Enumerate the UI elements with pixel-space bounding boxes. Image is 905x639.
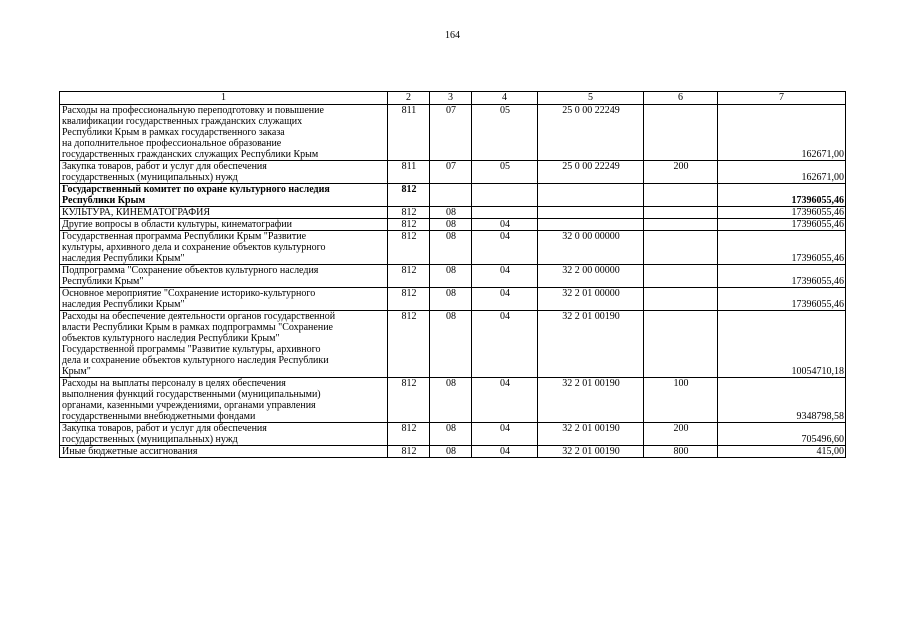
table-row <box>60 184 846 207</box>
cell-c7: 17396055,46 <box>718 184 846 207</box>
cell-c2: 812 <box>388 378 430 423</box>
page-number: 164 <box>445 30 460 41</box>
row-name <box>60 161 388 184</box>
cell-c5: 25 0 00 22249 <box>538 161 644 184</box>
cell-c2: 812 <box>388 184 430 207</box>
row-name-line: объектов культурного наследия Республики Крым" <box>62 333 280 344</box>
cell-c7: 162671,00 <box>718 161 846 184</box>
cell-c2: 812 <box>388 219 430 231</box>
row-name <box>60 446 388 458</box>
row-name-line: Республики Крым" <box>62 276 144 287</box>
cell-c2: 812 <box>388 311 430 378</box>
cell-c5: 32 2 01 00190 <box>538 446 644 458</box>
cell-c5: 32 2 01 00000 <box>538 288 644 311</box>
cell-c6: 200 <box>644 423 718 446</box>
cell-c4: 04 <box>472 423 538 446</box>
row-name-line: выполнения функций государственными (муниципальными) <box>62 389 321 400</box>
cell-c5 <box>538 207 644 219</box>
row-name <box>60 219 388 231</box>
cell-c3: 08 <box>430 446 472 458</box>
header-row <box>60 92 846 105</box>
cell-c4: 04 <box>472 219 538 231</box>
budget-table <box>59 91 846 458</box>
cell-c7: 705496,60 <box>718 423 846 446</box>
cell-c4: 04 <box>472 378 538 423</box>
cell-c6 <box>644 231 718 265</box>
table-row <box>60 311 846 378</box>
row-name-line: органами, казенными учреждениями, органами управления <box>62 400 316 411</box>
cell-c3: 08 <box>430 231 472 265</box>
cell-c6 <box>644 105 718 161</box>
column-header: 1 <box>60 92 388 105</box>
row-name-line: дела и сохранение объектов культурного наследия Республики <box>62 355 329 366</box>
row-name <box>60 311 388 378</box>
cell-c3: 08 <box>430 207 472 219</box>
row-name <box>60 423 388 446</box>
table-row <box>60 161 846 184</box>
cell-c6 <box>644 207 718 219</box>
cell-c3: 07 <box>430 105 472 161</box>
cell-c5 <box>538 184 644 207</box>
row-name <box>60 265 388 288</box>
cell-c3 <box>430 184 472 207</box>
table-row <box>60 231 846 265</box>
cell-c7: 17396055,46 <box>718 231 846 265</box>
row-name-line: наследия Республики Крым" <box>62 253 185 264</box>
column-header: 5 <box>538 92 644 105</box>
row-name-line: Подпрограмма "Сохранение объектов культурного наследия <box>62 265 319 276</box>
row-name-line: Иные бюджетные ассигнования <box>62 446 198 457</box>
row-name <box>60 184 388 207</box>
cell-c3: 08 <box>430 219 472 231</box>
table-row <box>60 378 846 423</box>
row-name-line: государственных (муниципальных) нужд <box>62 172 238 183</box>
cell-c7: 17396055,46 <box>718 219 846 231</box>
cell-c2: 812 <box>388 265 430 288</box>
cell-c4: 04 <box>472 311 538 378</box>
row-name-line: Другие вопросы в области культуры, кинематографии <box>62 219 292 230</box>
row-name-line: Закупка товаров, работ и услуг для обеспечения <box>62 161 267 172</box>
cell-c7: 17396055,46 <box>718 207 846 219</box>
table-row <box>60 423 846 446</box>
cell-c6 <box>644 288 718 311</box>
cell-c3: 08 <box>430 423 472 446</box>
cell-c2: 811 <box>388 105 430 161</box>
cell-c5: 32 2 01 00190 <box>538 378 644 423</box>
table-row <box>60 219 846 231</box>
cell-c4: 04 <box>472 231 538 265</box>
cell-c3: 08 <box>430 265 472 288</box>
cell-c7: 162671,00 <box>718 105 846 161</box>
cell-c3: 08 <box>430 288 472 311</box>
cell-c2: 811 <box>388 161 430 184</box>
table-row <box>60 105 846 161</box>
table-row <box>60 207 846 219</box>
cell-c4: 04 <box>472 288 538 311</box>
table-row <box>60 288 846 311</box>
row-name-line: Республики Крым в рамках государственного заказа <box>62 127 285 138</box>
row-name-line: Расходы на профессиональную переподготовку и повышение <box>62 105 324 116</box>
cell-c7: 9348798,58 <box>718 378 846 423</box>
cell-c5: 32 2 00 00000 <box>538 265 644 288</box>
cell-c4: 04 <box>472 265 538 288</box>
row-name <box>60 231 388 265</box>
cell-c5 <box>538 219 644 231</box>
cell-c7: 415,00 <box>718 446 846 458</box>
cell-c2: 812 <box>388 446 430 458</box>
cell-c7: 17396055,46 <box>718 288 846 311</box>
row-name-line: Расходы на выплаты персоналу в целях обеспечения <box>62 378 286 389</box>
cell-c6: 100 <box>644 378 718 423</box>
cell-c7: 17396055,46 <box>718 265 846 288</box>
column-header: 2 <box>388 92 430 105</box>
cell-c4 <box>472 184 538 207</box>
cell-c2: 812 <box>388 423 430 446</box>
cell-c3: 08 <box>430 378 472 423</box>
table-body <box>60 105 846 458</box>
cell-c4: 04 <box>472 446 538 458</box>
column-header: 4 <box>472 92 538 105</box>
cell-c6 <box>644 311 718 378</box>
row-name-line: государственных (муниципальных) нужд <box>62 434 238 445</box>
row-name-line: Крым" <box>62 366 91 377</box>
cell-c6 <box>644 219 718 231</box>
cell-c2: 812 <box>388 231 430 265</box>
row-name-line: государственных гражданских служащих Республики Крым <box>62 149 319 160</box>
row-name-line: государственными внебюджетными фондами <box>62 411 256 422</box>
row-name-line: Основное мероприятие "Сохранение историко-культурного <box>62 288 316 299</box>
row-name-line: на дополнительное профессиональное образование <box>62 138 282 149</box>
cell-c5: 32 0 00 00000 <box>538 231 644 265</box>
row-name-line: Государственная программа Республики Крым "Развитие <box>62 231 307 242</box>
row-name-line: КУЛЬТУРА, КИНЕМАТОГРАФИЯ <box>62 207 210 218</box>
cell-c6: 200 <box>644 161 718 184</box>
cell-c2: 812 <box>388 207 430 219</box>
row-name-line: Государственной программы "Развитие культуры, архивного <box>62 344 321 355</box>
row-name <box>60 105 388 161</box>
row-name <box>60 288 388 311</box>
cell-c3: 07 <box>430 161 472 184</box>
table-row <box>60 265 846 288</box>
cell-c4 <box>472 207 538 219</box>
row-name-line: Расходы на обеспечение деятельности органов государственной <box>62 311 336 322</box>
row-name-line: квалификации государственных гражданских служащих <box>62 116 303 127</box>
cell-c7: 10054710,18 <box>718 311 846 378</box>
table-row <box>60 446 846 458</box>
row-name-line: наследия Республики Крым" <box>62 299 185 310</box>
cell-c3: 08 <box>430 311 472 378</box>
cell-c6 <box>644 265 718 288</box>
row-name-line: власти Республики Крым в рамках подпрограммы "Сохранение <box>62 322 333 333</box>
cell-c5: 25 0 00 22249 <box>538 105 644 161</box>
row-name-line: Государственный комитет по охране культурного наследия <box>62 184 330 195</box>
cell-c5: 32 2 01 00190 <box>538 311 644 378</box>
row-name-line: Республики Крым <box>62 195 146 206</box>
column-header: 7 <box>718 92 846 105</box>
row-name-line: Закупка товаров, работ и услуг для обеспечения <box>62 423 267 434</box>
column-header: 6 <box>644 92 718 105</box>
column-header: 3 <box>430 92 472 105</box>
cell-c4: 05 <box>472 105 538 161</box>
row-name <box>60 207 388 219</box>
cell-c2: 812 <box>388 288 430 311</box>
cell-c5: 32 2 01 00190 <box>538 423 644 446</box>
cell-c4: 05 <box>472 161 538 184</box>
row-name-line: культуры, архивного дела и сохранение объектов культурного <box>62 242 326 253</box>
cell-c6: 800 <box>644 446 718 458</box>
row-name <box>60 378 388 423</box>
cell-c6 <box>644 184 718 207</box>
